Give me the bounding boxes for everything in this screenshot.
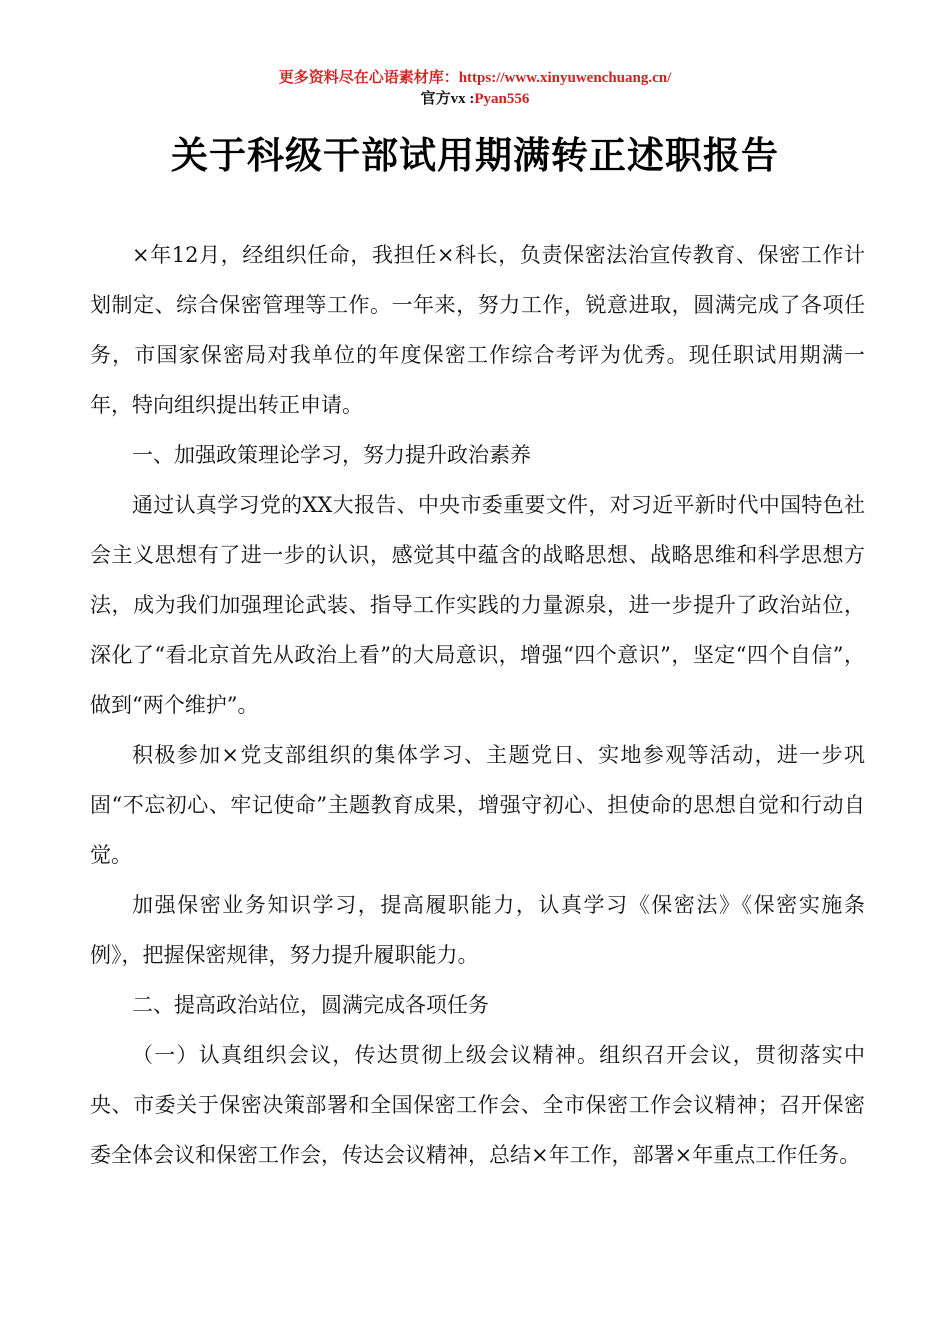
- document-body: [90, 230, 865, 1180]
- paragraph-intro: ×年12月，经组织任命，我担任×科长，负责保密法治宣传教育、保密工作计划制定、综合保密管理等工作。一年来，努力工作，锐意进取，圆满完成了各项任务，市国家保密局对我单位的年度保密工作综合考评为优秀。现任职试用期满一年，特向组织提出转正申请。: [90, 243, 865, 417]
- paragraph: 加强保密业务知识学习，提高履职能力，认真学习《保密法》《保密实施条例》，把握保密规律，努力提升履职能力。: [90, 893, 865, 967]
- paragraph: （一）认真组织会议，传达贯彻上级会议精神。组织召开会议，贯彻落实中央、市委关于保密决策部署和全国保密工作会、全市保密工作会议精神；召开保密委全体会议和保密工作会，传达会议精神，总结×年工作，部署×年重点工作任务。: [90, 1043, 865, 1167]
- paragraph: 积极参加×党支部组织的集体学习、主题党日、实地参观等活动，进一步巩固“不忘初心、牢记使命”主题教育成果，增强守初心、担使命的思想自觉和行动自觉。: [90, 743, 865, 867]
- paragraph: 通过认真学习党的XX大报告、中央市委重要文件，对习近平新时代中国特色社会主义思想有了进一步的认识，感觉其中蕴含的战略思想、战略思维和科学思想方法，成为我们加强理论武装、指导工作实践的力量源泉，进一步提升了政治站位，深化了“看北京首先从政治上看”的大局意识，增强“四个意识”，坚定“四个自信”，做到“两个维护”。: [90, 493, 865, 717]
- contact-label: 官方vx :: [420, 91, 475, 107]
- document-title: 关于科级干部试用期满转正述职报告: [171, 134, 779, 177]
- section-heading-2: 二、提高政治站位，圆满完成各项任务: [132, 993, 489, 1017]
- promo-header-line: 更多资料尽在心语素材库：https://www.xinyuwenchuang.cn/: [278, 70, 672, 86]
- contact-header-line: [0, 89, 950, 109]
- contact-account: Pyan556: [474, 91, 530, 107]
- section-heading-1: 一、加强政策理论学习，努力提升政治素养: [132, 443, 531, 467]
